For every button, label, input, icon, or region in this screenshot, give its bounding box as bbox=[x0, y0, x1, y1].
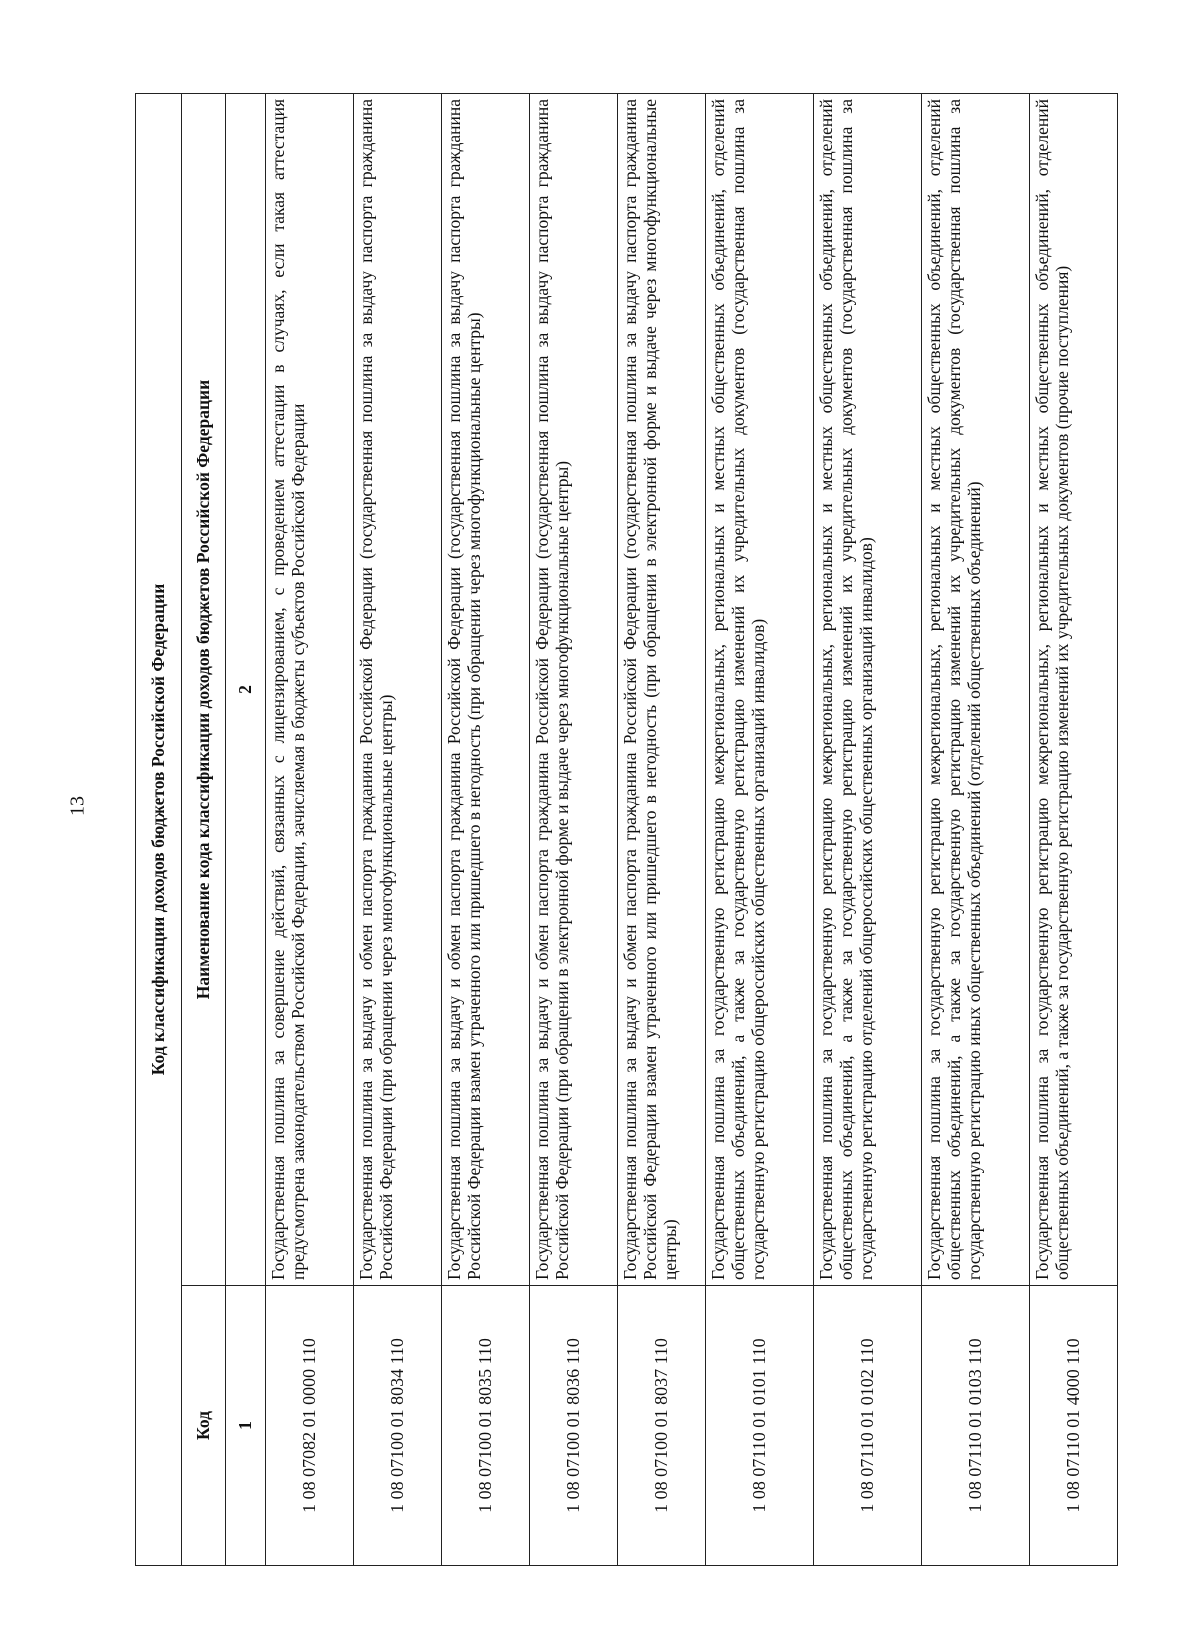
row-name: Государственная пошлина за выдачу и обмен паспорта гражданина Российской Федерации (государственная пошлина за выдачу паспорта гражданина Российской Федерации (при обращении в электронной форме и выдаче через многофункциональные центры) bbox=[530, 94, 618, 1286]
table-row bbox=[814, 94, 922, 1566]
row-code: 1 08 07100 01 8037 110 bbox=[618, 1286, 706, 1566]
row-name: Государственная пошлина за государственную регистрацию межрегиональных, региональных и местных общественных объединений, отделений общественных объединений, а также за государственную регистрацию изменений их учредительных документов (государственная пошлина за государственную регистрацию иных общественных объединений (отделений общественных объединений) bbox=[922, 94, 1030, 1286]
column-number-2: 2 bbox=[226, 94, 266, 1286]
row-code: 1 08 07110 01 4000 110 bbox=[1030, 1286, 1118, 1566]
row-code: 1 08 07100 01 8035 110 bbox=[442, 1286, 530, 1566]
row-name: Государственная пошлина за государственную регистрацию межрегиональных, региональных и местных общественных объединений, отделений общественных объединений, а также за государственную регистрацию изменений их учредительных документов (государственная пошлина за государственную регистрацию отделений общероссийских общественных организаций инвалидов) bbox=[814, 94, 922, 1286]
table-row bbox=[706, 94, 814, 1566]
row-code: 1 08 07110 01 0103 110 bbox=[922, 1286, 1030, 1566]
row-code: 1 08 07110 01 0101 110 bbox=[706, 1286, 814, 1566]
column-number-row bbox=[226, 94, 266, 1566]
table-header-row bbox=[182, 94, 226, 1566]
rotated-table-container bbox=[135, 94, 1084, 1566]
column-number-1: 1 bbox=[226, 1286, 266, 1566]
table-row bbox=[1030, 94, 1118, 1566]
group-title: Код классификации доходов бюджетов Российской Федерации bbox=[136, 94, 182, 1566]
row-code: 1 08 07110 01 0102 110 bbox=[814, 1286, 922, 1566]
row-name: Государственная пошлина за совершение действий, связанных с лицензированием, с проведением аттестации в случаях, если такая аттестация предусмотрена законодательством Российской Федерации, зачисляемая в бюджеты субъектов Российской Федерации bbox=[266, 94, 354, 1286]
row-name: Государственная пошлина за государственную регистрацию межрегиональных, региональных и местных общественных объединений, отделений общественных объединений, а также за государственную регистрацию изменений их учредительных документов (прочие поступления) bbox=[1030, 94, 1118, 1286]
table-row bbox=[354, 94, 442, 1566]
row-code: 1 08 07100 01 8036 110 bbox=[530, 1286, 618, 1566]
row-name: Государственная пошлина за выдачу и обмен паспорта гражданина Российской Федерации (государственная пошлина за выдачу паспорта гражданина Российской Федерации взамен утраченного или пришедшего в негодность (при обращении в электронной форме и выдаче через многофункциональные центры) bbox=[618, 94, 706, 1286]
table-row bbox=[266, 94, 354, 1566]
table-row bbox=[618, 94, 706, 1566]
row-code: 1 08 07100 01 8034 110 bbox=[354, 1286, 442, 1566]
row-name: Государственная пошлина за выдачу и обмен паспорта гражданина Российской Федерации (государственная пошлина за выдачу паспорта гражданина Российской Федерации взамен утраченного или пришедшего в негодность (при обращении через многофункциональные центры) bbox=[442, 94, 530, 1286]
row-name: Государственная пошлина за государственную регистрацию межрегиональных, региональных и местных общественных объединений, отделений общественных объединений, а также за государственную регистрацию изменений их учредительных документов (государственная пошлина за государственную регистрацию общероссийских общественных организаций инвалидов) bbox=[706, 94, 814, 1286]
table-row bbox=[442, 94, 530, 1566]
table-row bbox=[922, 94, 1030, 1566]
page-number: 13 bbox=[66, 796, 89, 816]
budget-classification-table bbox=[135, 93, 1118, 1566]
name-column-header: Наименование кода классификации доходов бюджетов Российской Федерации bbox=[182, 94, 226, 1286]
table-row bbox=[530, 94, 618, 1566]
row-name: Государственная пошлина за выдачу и обмен паспорта гражданина Российской Федерации (государственная пошлина за выдачу паспорта гражданина Российской Федерации (при обращении через многофункциональные центры) bbox=[354, 94, 442, 1286]
row-code: 1 08 07082 01 0000 110 bbox=[266, 1286, 354, 1566]
table-header-group-row bbox=[136, 94, 182, 1566]
code-column-header: Код bbox=[182, 1286, 226, 1566]
